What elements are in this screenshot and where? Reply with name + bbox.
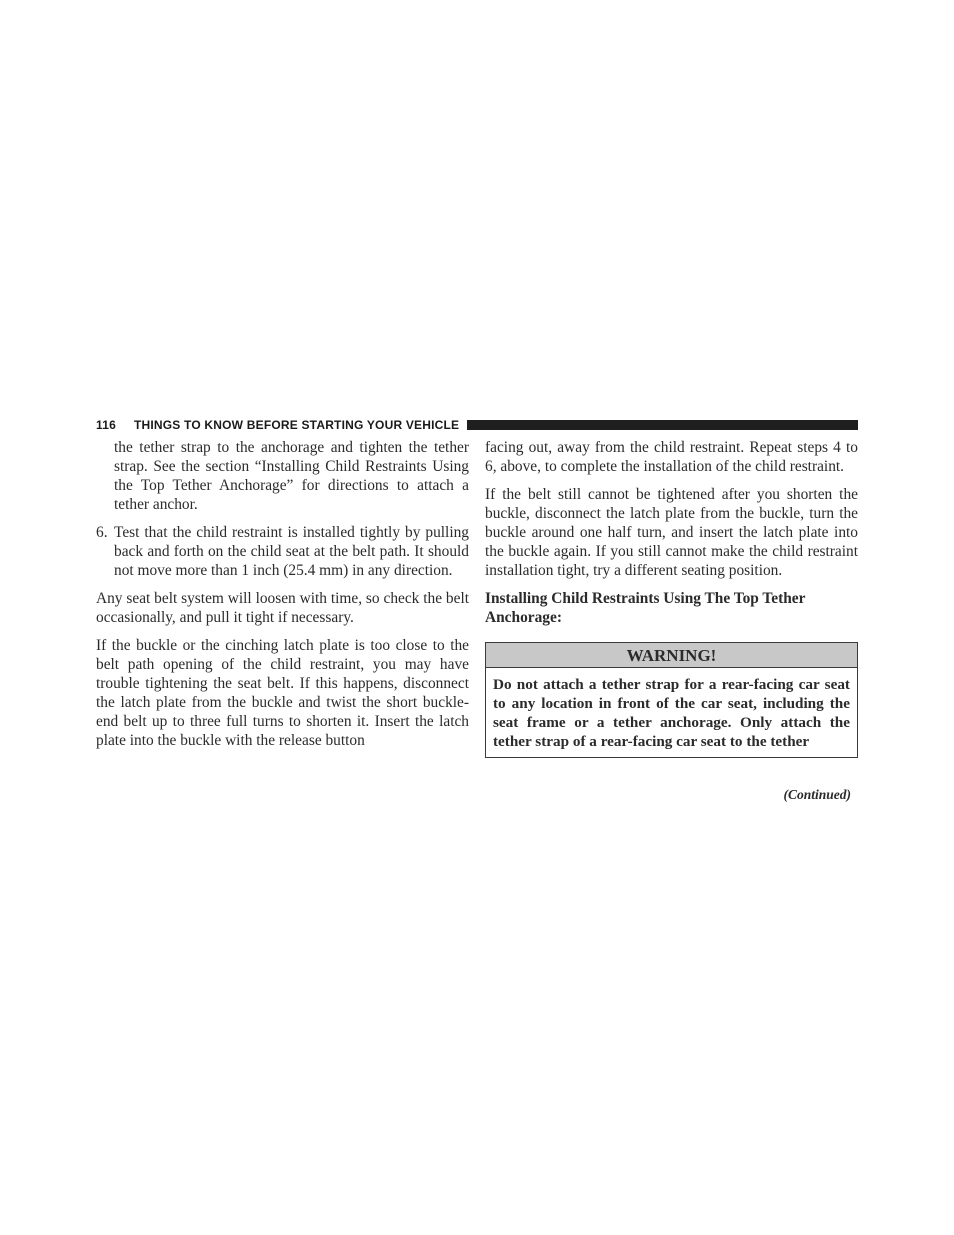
warning-box	[485, 642, 858, 758]
buckle-paragraph: If the buckle or the cinching latch plate is too close to the belt path opening of the child restraint, you may have trouble tightening the seat belt. If this happens, disconnect the latch plate from the buckle and twist the short buckle-end belt up to three full turns to shorten it. Insert the latch plate into the buckle with the release button	[96, 637, 469, 749]
section-subheading: Installing Child Restraints Using The Top Tether Anchorage:	[485, 590, 806, 626]
step-6-number: 6.	[96, 524, 108, 541]
still-paragraph: If the belt still cannot be tightened after you shorten the buckle, disconnect the latch plate from the buckle, turn the buckle around one half turn, and insert the latch plate into the buckle again. If you still cannot make the child restraint installation tight, try a different seating position.	[485, 486, 858, 579]
step-6-text: Test that the child restraint is installed tightly by pulling back and forth on the child seat at the belt path. It should not move more than 1 inch (25.4 mm) in any direction.	[114, 524, 469, 579]
step-6	[96, 523, 469, 580]
section-title: THINGS TO KNOW BEFORE STARTING YOUR VEHICLE	[133, 418, 460, 432]
header-rule	[467, 420, 858, 430]
continued-label: (Continued)	[783, 787, 851, 802]
loosen-paragraph: Any seat belt system will loosen with time, so check the belt occasionally, and pull it tight if necessary.	[96, 590, 469, 626]
page-number: 116	[96, 418, 116, 432]
facing-paragraph: facing out, away from the child restraint. Repeat steps 4 to 6, above, to complete the installation of the child restraint.	[485, 439, 858, 475]
page-header	[96, 416, 858, 434]
warning-title: WARNING!	[486, 643, 857, 668]
warning-text: Do not attach a tether strap for a rear-facing car seat to any location in front of the car seat, including the seat frame or a tether anchorage. Only attach the tether strap of a rear-facing car seat to the tether	[493, 676, 850, 750]
right-column	[485, 438, 858, 758]
left-column	[96, 438, 469, 759]
continued-paragraph: the tether strap to the anchorage and tighten the tether strap. See the section “Installing Child Restraints Using the Top Tether Anchorage” for directions to attach a tether anchor.	[114, 439, 469, 513]
